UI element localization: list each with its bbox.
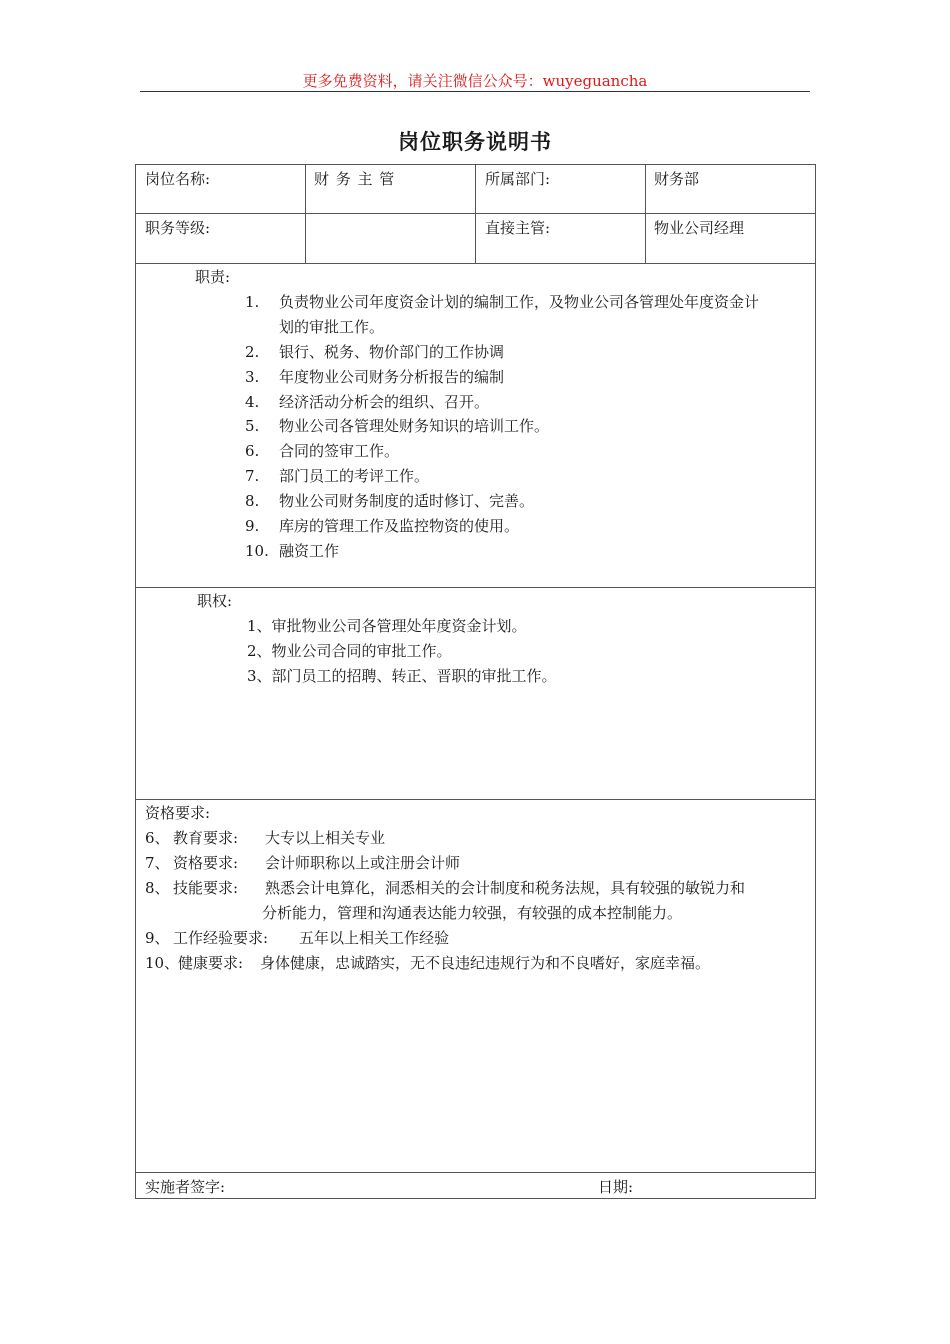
position-value: 财 务 主 管 — [314, 170, 396, 188]
section-divider — [135, 799, 816, 800]
duty-text: 合同的签审工作。 — [279, 442, 400, 460]
page-title: 岗位职务说明书 — [398, 129, 552, 154]
qualification-value: 大专以上相关专业 — [265, 829, 386, 847]
qualification-value-continued: 分析能力，管理和沟通表达能力较强，有较强的成本控制能力。 — [262, 904, 683, 922]
duty-text: 年度物业公司财务分析报告的编制 — [279, 368, 505, 386]
authority-item: 1、审批物业公司各管理处年度资金计划。 — [247, 617, 527, 635]
column-divider — [645, 164, 646, 263]
duty-text: 物业公司各管理处财务知识的培训工作。 — [279, 417, 550, 435]
qualification-value: 会计师职称以上或注册会计师 — [265, 854, 461, 872]
qualification-number: 10、 — [145, 954, 180, 972]
qualification-value: 身体健康，忠诚踏实，无不良违纪违规行为和不良嗜好，家庭幸福。 — [260, 954, 711, 972]
qualification-value: 五年以上相关工作经验 — [299, 929, 450, 947]
duty-text: 部门员工的考评工作。 — [279, 467, 430, 485]
column-divider — [475, 164, 476, 263]
duty-number: 6. — [245, 442, 260, 460]
qualification-value: 熟悉会计电算化，洞悉相关的会计制度和税务法规，具有较强的敏锐力和 — [265, 879, 746, 897]
date-label: 日期: — [598, 1178, 634, 1196]
authority-label: 职权: — [197, 592, 233, 610]
duty-number: 4. — [245, 393, 260, 411]
department-label: 所属部门: — [485, 170, 551, 188]
qualification-number: 6、 — [145, 829, 170, 847]
grade-label: 职务等级: — [145, 219, 211, 237]
duty-text: 经济活动分析会的组织、召开。 — [279, 393, 490, 411]
qualification-number: 7、 — [145, 854, 170, 872]
qualification-number: 9、 — [145, 929, 170, 947]
duty-text: 库房的管理工作及监控物资的使用。 — [279, 517, 520, 535]
qualifications-label: 资格要求: — [145, 804, 211, 822]
qualification-key: 工作经验要求: — [173, 929, 269, 947]
qualification-key: 教育要求: — [173, 829, 239, 847]
duty-number: 5. — [245, 417, 260, 435]
duty-number: 3. — [245, 368, 260, 386]
duty-number: 1. — [245, 293, 260, 311]
duty-text: 银行、税务、物价部门的工作协调 — [279, 343, 505, 361]
duty-number: 9. — [245, 517, 260, 535]
position-label: 岗位名称: — [145, 170, 211, 188]
duty-text: 负责物业公司年度资金计划的编制工作，及物业公司各管理处年度资金计 — [279, 293, 760, 311]
supervisor-label: 直接主管: — [485, 219, 551, 237]
authority-item: 2、物业公司合同的审批工作。 — [247, 642, 452, 660]
qualification-key: 资格要求: — [173, 854, 239, 872]
header-banner: 更多免费资料，请关注微信公众号：wuyeguancha — [302, 72, 648, 90]
header-divider — [140, 91, 810, 92]
duty-text-continued: 划的审批工作。 — [279, 318, 385, 336]
duty-text: 物业公司财务制度的适时修订、完善。 — [279, 492, 535, 510]
qualification-key: 健康要求: — [178, 954, 244, 972]
duty-number: 8. — [245, 492, 260, 510]
qualification-key: 技能要求: — [173, 879, 239, 897]
duty-text: 融资工作 — [279, 542, 340, 560]
section-divider — [135, 587, 816, 588]
duties-label: 职责: — [195, 268, 231, 286]
section-divider — [135, 1172, 816, 1173]
row-divider — [135, 263, 816, 264]
qualification-number: 8、 — [145, 879, 170, 897]
duty-number: 7. — [245, 467, 260, 485]
column-divider — [305, 164, 306, 263]
authority-item: 3、部门员工的招聘、转正、晋职的审批工作。 — [247, 667, 557, 685]
duty-number: 10. — [245, 542, 269, 560]
supervisor-value: 物业公司经理 — [654, 219, 745, 237]
department-value: 财务部 — [654, 170, 700, 188]
signature-label: 实施者签字: — [145, 1178, 226, 1196]
duty-number: 2. — [245, 343, 260, 361]
